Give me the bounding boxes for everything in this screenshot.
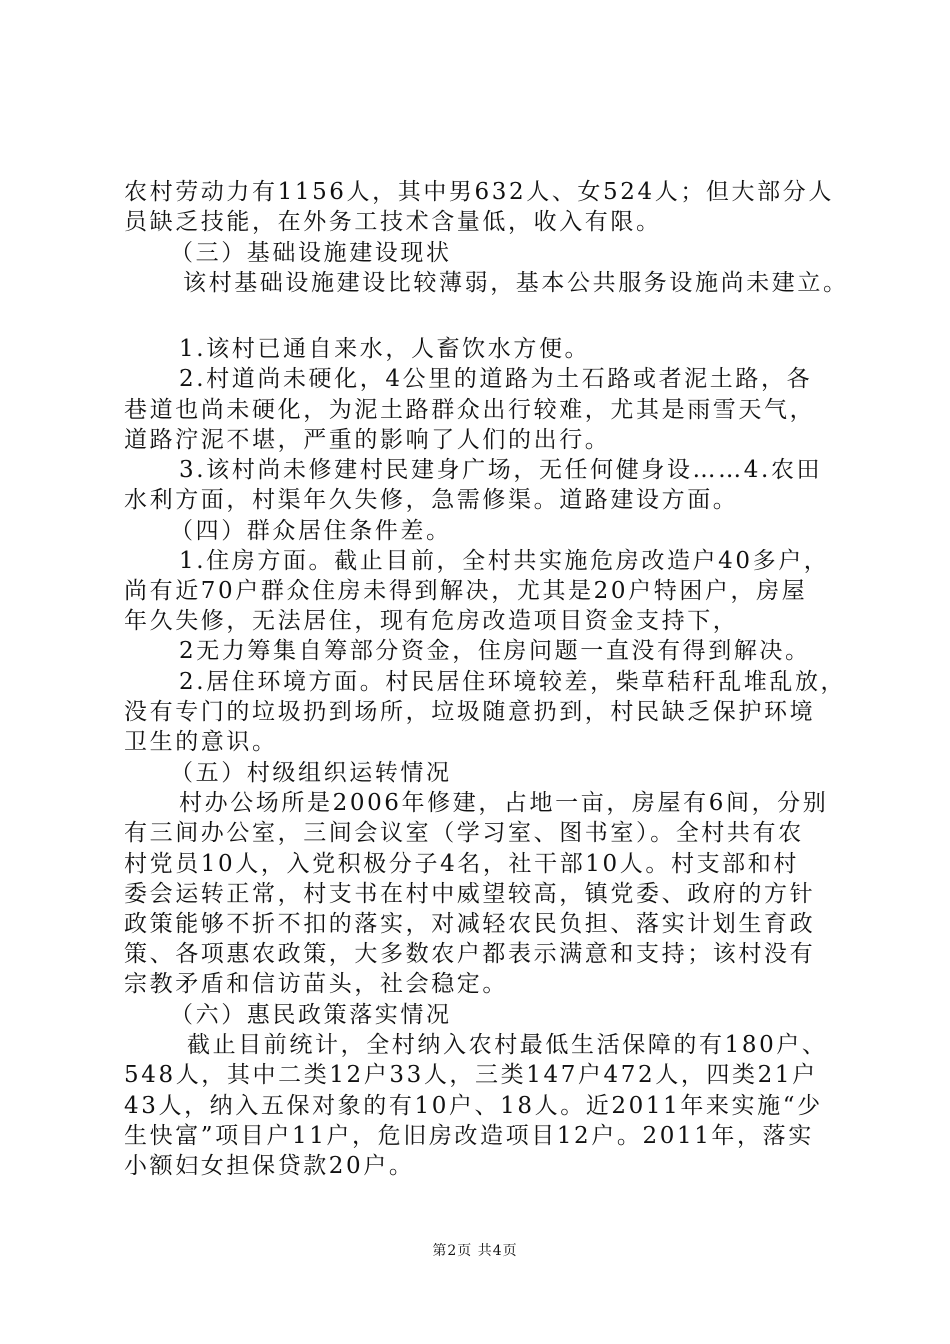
text-line: 该村基础设施建设比较薄弱，基本公共服务设施尚未建立。	[183, 270, 849, 296]
text-line: 尚有近70户群众住房未得到解决，尤其是20户特困户，房屋	[124, 578, 808, 604]
text-line: 43人，纳入五保对象的有10户、18人。近2011年来实施“少	[124, 1093, 823, 1119]
section-heading: （六）惠民政策落实情况	[170, 1002, 452, 1028]
text-line: 2.居住环境方面。村民居住环境较差，柴草秸秆乱堆乱放，	[179, 669, 847, 695]
text-line: 策、各项惠农政策，大多数农户都表示满意和支持；该村没有	[124, 941, 816, 967]
text-line: 2.村道尚未硬化，4公里的道路为土石路或者泥土路，各	[179, 366, 813, 392]
section-heading: （三）基础设施建设现状	[170, 240, 452, 266]
text-line: 道路泞泥不堪，严重的影响了人们的出行。	[124, 427, 611, 453]
text-line: 小额妇女担保贷款20户。	[124, 1153, 415, 1179]
text-line: 水利方面，村渠年久失修，急需修渠。道路建设方面。	[124, 487, 739, 513]
text-line: 2无力筹集自筹部分资金，住房问题一直没有得到解决。	[179, 638, 811, 664]
text-line: 员缺乏技能，在外务工技术含量低，收入有限。	[124, 209, 662, 235]
text-line: 卫生的意识。	[124, 729, 278, 755]
section-heading: （四）群众居住条件差。	[170, 518, 452, 544]
text-line: 没有专门的垃圾扔到场所，垃圾随意扔到，村民缺乏保护环境	[124, 699, 816, 725]
text-line: 有三间办公室，三间会议室（学习室、图书室）。全村共有农	[124, 820, 804, 846]
text-line: 委会运转正常，村支书在村中威望较高，镇党委、政府的方针	[124, 881, 816, 907]
section-heading: （五）村级组织运转情况	[170, 760, 452, 786]
text-line: 村党员10人，入党积极分子4名，社干部10人。村支部和村	[124, 851, 799, 877]
text-line: 生快富”项目户11户，危旧房改造项目12户。2011年，落实	[124, 1123, 814, 1149]
text-line: 3.该村尚未修建村民建身广场，无任何健身设……4.农田	[179, 457, 823, 483]
text-line: 1.该村已通自来水，人畜饮水方便。	[179, 336, 591, 362]
text-line: 1.住房方面。截止目前，全村共实施危房改造户40多户，	[179, 548, 830, 574]
text-line: 年久失修，无法居住，现有危房改造项目资金支持下，	[124, 608, 739, 634]
text-line: 农村劳动力有1156人，其中男632人、女524人；但大部分人	[124, 179, 834, 205]
text-line: 村办公场所是2006年修建，占地一亩，房屋有6间，分别	[179, 790, 829, 816]
page-footer: 第2页 共4页	[432, 1243, 518, 1259]
text-line: 宗教矛盾和信访苗头，社会稳定。	[124, 971, 508, 997]
text-line: 政策能够不折不扣的落实，对减轻农民负担、落实计划生育政	[124, 911, 816, 937]
text-line: 截止目前统计，全村纳入农村最低生活保障的有180户、	[187, 1032, 828, 1058]
text-line: 巷道也尚未硬化，为泥土路群众出行较难，尤其是雨雪天气，	[124, 397, 816, 423]
text-line: 548人，其中二类12户33人，三类147户472人，四类21户	[124, 1062, 818, 1088]
